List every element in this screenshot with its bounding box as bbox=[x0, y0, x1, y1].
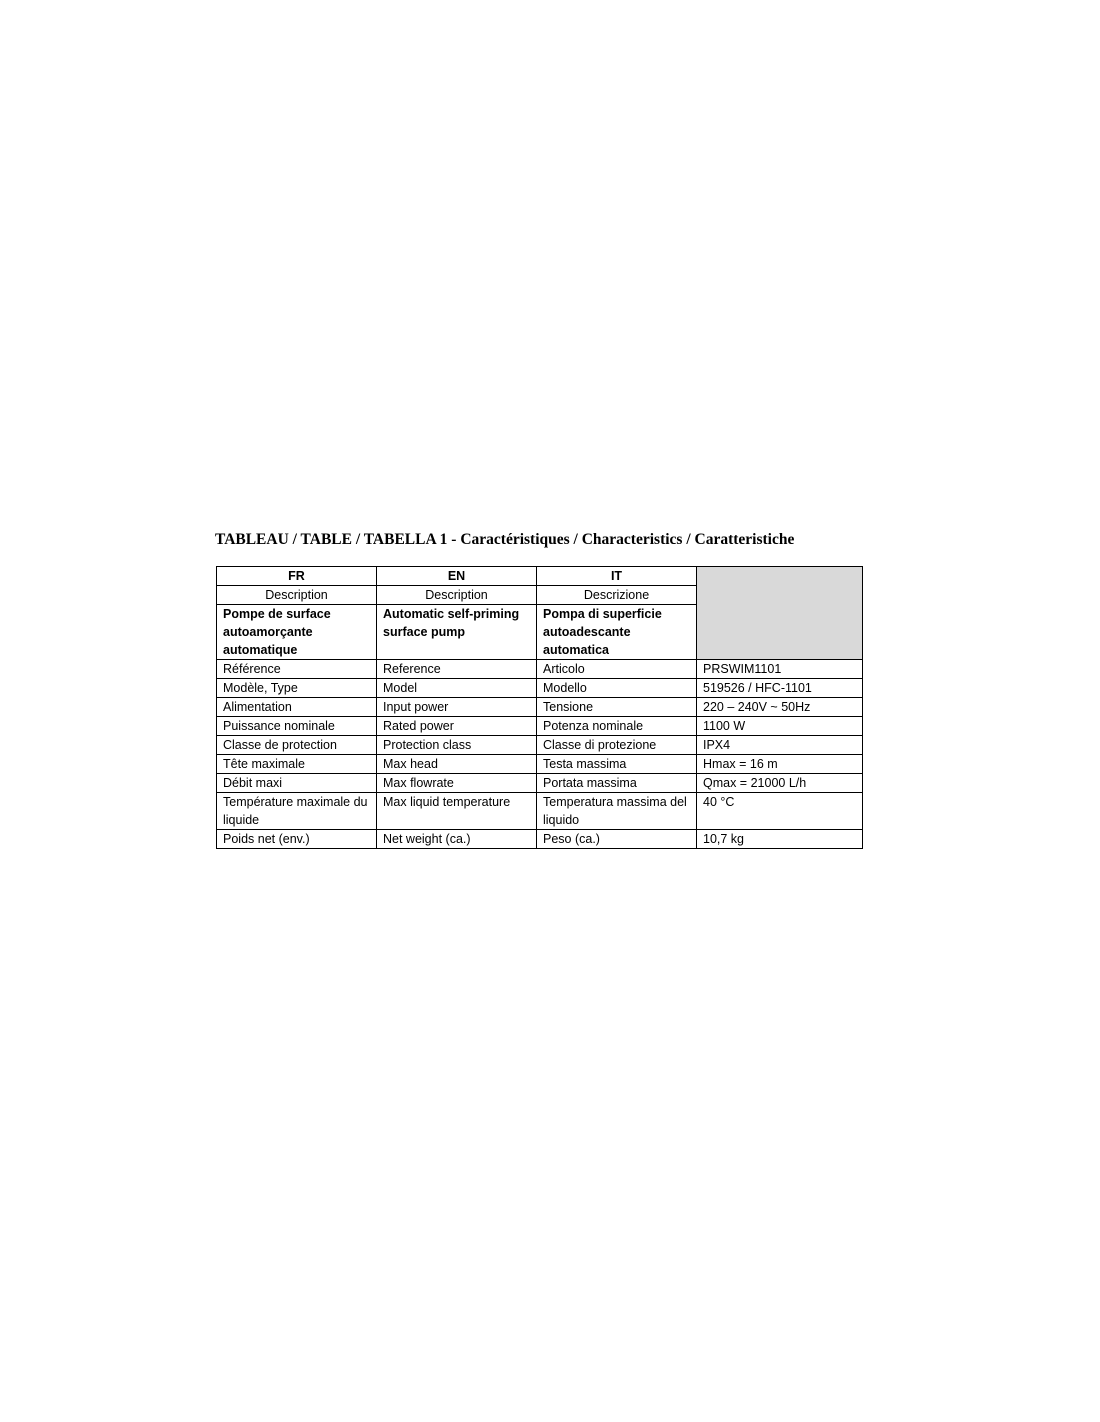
cell-it: Testa massima bbox=[537, 755, 697, 774]
cell-value: 10,7 kg bbox=[697, 830, 863, 849]
cell-value: 220 – 240V ~ 50Hz bbox=[697, 698, 863, 717]
cell-value: 519526 / HFC-1101 bbox=[697, 679, 863, 698]
cell-en: Rated power bbox=[377, 717, 537, 736]
table-row bbox=[217, 717, 863, 736]
cell-fr: Classe de protection bbox=[217, 736, 377, 755]
cell-it: Potenza nominale bbox=[537, 717, 697, 736]
product-name-en: Automatic self-priming surface pump bbox=[377, 605, 537, 660]
cell-value: IPX4 bbox=[697, 736, 863, 755]
cell-en: Max head bbox=[377, 755, 537, 774]
cell-en: Input power bbox=[377, 698, 537, 717]
desc-label-en: Description bbox=[377, 586, 537, 605]
cell-it: Temperatura massima del liquido bbox=[537, 793, 697, 830]
lang-header-en: EN bbox=[377, 567, 537, 586]
product-name-fr: Pompe de surface autoamorçante automatique bbox=[217, 605, 377, 660]
cell-it: Modello bbox=[537, 679, 697, 698]
table-row bbox=[217, 774, 863, 793]
cell-fr: Alimentation bbox=[217, 698, 377, 717]
cell-en: Model bbox=[377, 679, 537, 698]
table-row bbox=[217, 679, 863, 698]
cell-it: Classe di protezione bbox=[537, 736, 697, 755]
cell-fr: Tête maximale bbox=[217, 755, 377, 774]
lang-header-fr: FR bbox=[217, 567, 377, 586]
product-name-it: Pompa di superficie autoadescante automatica bbox=[537, 605, 697, 660]
cell-fr: Puissance nominale bbox=[217, 717, 377, 736]
cell-value: PRSWIM1101 bbox=[697, 660, 863, 679]
cell-fr: Poids net (env.) bbox=[217, 830, 377, 849]
table-row bbox=[217, 793, 863, 830]
cell-value: 1100 W bbox=[697, 717, 863, 736]
cell-it: Peso (ca.) bbox=[537, 830, 697, 849]
cell-value: Hmax = 16 m bbox=[697, 755, 863, 774]
desc-label-fr: Description bbox=[217, 586, 377, 605]
desc-label-it: Descrizione bbox=[537, 586, 697, 605]
table-title: TABLEAU / TABLE / TABELLA 1 - Caractéristiques / Characteristics / Caratteristiche bbox=[215, 531, 795, 548]
table-row bbox=[217, 736, 863, 755]
table-row bbox=[217, 755, 863, 774]
language-header-row bbox=[217, 567, 863, 586]
cell-fr: Modèle, Type bbox=[217, 679, 377, 698]
cell-fr: Température maximale du liquide bbox=[217, 793, 377, 830]
cell-en: Max flowrate bbox=[377, 774, 537, 793]
cell-fr: Débit maxi bbox=[217, 774, 377, 793]
cell-it: Tensione bbox=[537, 698, 697, 717]
cell-en: Net weight (ca.) bbox=[377, 830, 537, 849]
table-row bbox=[217, 698, 863, 717]
table-row bbox=[217, 660, 863, 679]
cell-value: Qmax = 21000 L/h bbox=[697, 774, 863, 793]
lang-header-it: IT bbox=[537, 567, 697, 586]
cell-it: Articolo bbox=[537, 660, 697, 679]
table-row bbox=[217, 830, 863, 849]
gray-header-cell bbox=[697, 567, 863, 660]
characteristics-table bbox=[216, 566, 863, 849]
cell-it: Portata massima bbox=[537, 774, 697, 793]
cell-en: Reference bbox=[377, 660, 537, 679]
cell-value: 40 °C bbox=[697, 793, 863, 830]
cell-fr: Référence bbox=[217, 660, 377, 679]
cell-en: Protection class bbox=[377, 736, 537, 755]
cell-en: Max liquid temperature bbox=[377, 793, 537, 830]
